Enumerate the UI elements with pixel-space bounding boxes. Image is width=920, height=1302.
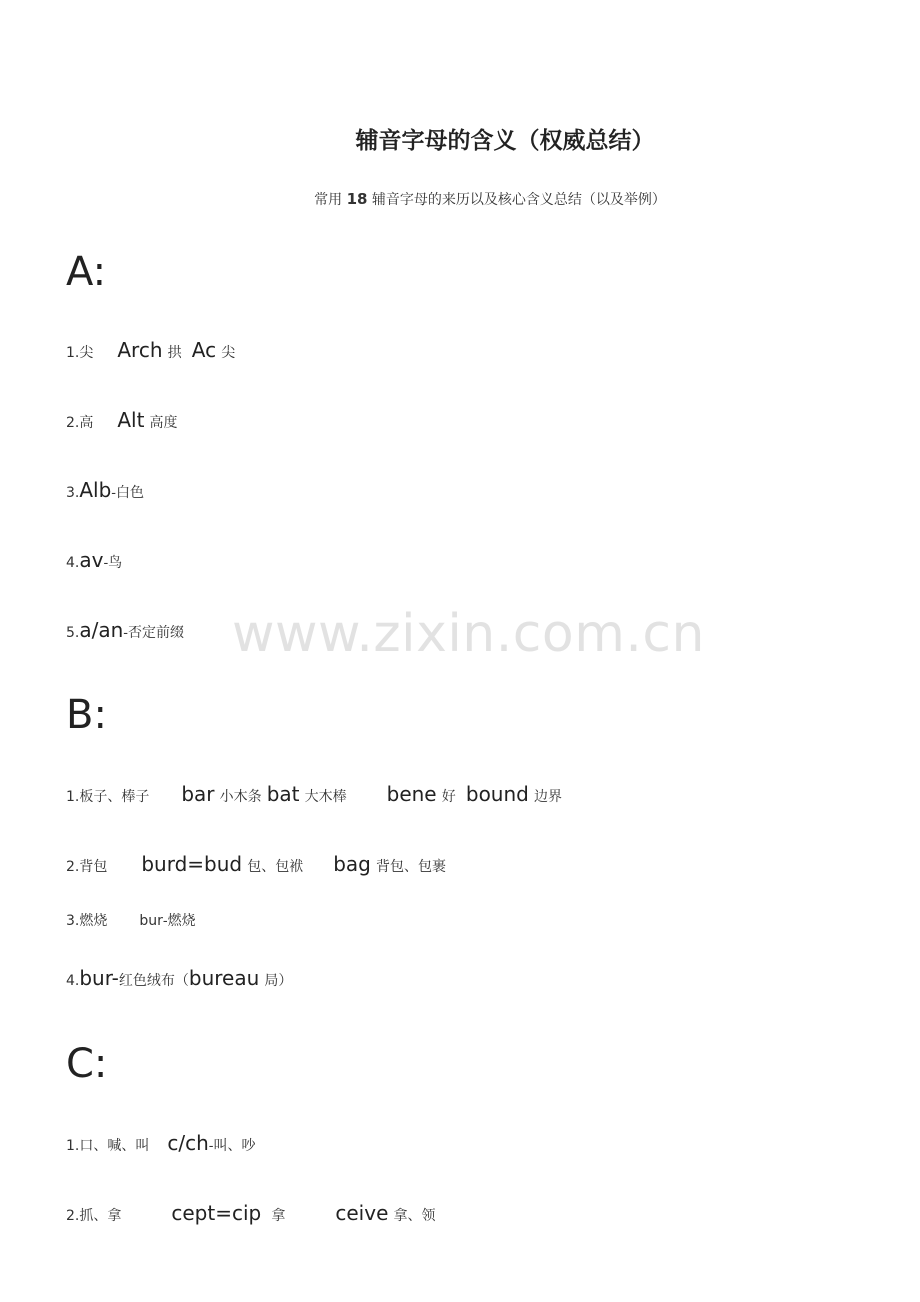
entry-word: bene [386, 782, 437, 806]
entry-word: bur- [79, 966, 119, 990]
entry-word-meaning: -燃烧 [162, 913, 196, 929]
entry-word: burd=bud [141, 852, 243, 876]
entry-number: 2. [66, 415, 80, 431]
entry-number: 1. [66, 789, 80, 805]
entry-c-1 [66, 1133, 256, 1153]
entry-a-3 [66, 480, 144, 500]
entry-meaning: 高 [79, 415, 94, 431]
entry-word: av [79, 548, 104, 572]
entry-b-4 [66, 968, 292, 988]
entry-c-2 [66, 1203, 435, 1223]
entry-word-meaning: -否定前缀 [123, 625, 185, 641]
entry-a-4 [66, 550, 122, 570]
entry-number: 4. [66, 555, 80, 571]
entry-word: c/ch [167, 1131, 209, 1155]
entry-word-meaning: 包、包袱 [247, 859, 304, 875]
entry-word-meaning: 背包、包裹 [375, 859, 446, 875]
section-heading-a: A: [66, 249, 107, 295]
entry-word: ceive [335, 1201, 389, 1225]
entry-word-meaning: 拿 [271, 1208, 286, 1224]
document-subtitle [0, 189, 920, 209]
document-title: 辅音字母的含义（权威总结） [355, 127, 655, 154]
entry-number: 3. [66, 485, 80, 501]
entry-word: bound [465, 782, 529, 806]
entry-word: bag [333, 852, 371, 876]
entry-word: a/an [79, 618, 124, 642]
subtitle-post: 辅音字母的来历以及核心含义总结（以及举例） [371, 192, 666, 208]
entry-word-meaning: -白色 [111, 485, 145, 501]
entry-a-5 [66, 620, 184, 640]
entry-meaning: 背包 [79, 859, 108, 875]
entry-word: bar [181, 782, 215, 806]
entry-b-3 [66, 912, 196, 928]
entry-word: bur [139, 913, 163, 929]
entry-meaning: 口、喊、叫 [79, 1138, 150, 1154]
subtitle-pre: 常用 [314, 192, 343, 208]
entry-word-meaning: 拱 [167, 345, 182, 361]
entry-word-meaning: 小木条 [219, 789, 262, 805]
entry-word-meaning: 高度 [149, 415, 178, 431]
entry-word: Alt [117, 408, 145, 432]
section-heading-b: B: [66, 692, 107, 738]
entry-meaning: 板子、棒子 [79, 789, 150, 805]
entry-number: 2. [66, 1208, 80, 1224]
entry-word-meaning: 边界 [533, 789, 562, 805]
entry-word-meaning: -鸟 [103, 555, 123, 571]
section-heading-c: C: [66, 1041, 108, 1087]
entry-word-meaning: 尖 [221, 345, 236, 361]
entry-meaning: 抓、拿 [79, 1208, 122, 1224]
entry-number: 5. [66, 625, 80, 641]
entry-word: bureau [188, 966, 260, 990]
entry-word: Ac [191, 338, 217, 362]
entry-word: Alb [79, 478, 112, 502]
entry-word-meaning: 拿、领 [393, 1208, 436, 1224]
entry-a-1 [66, 340, 235, 360]
entry-word: cept=cip [171, 1201, 262, 1225]
entry-word-meaning: 好 [441, 789, 456, 805]
entry-meaning: 燃烧 [79, 913, 108, 929]
entry-word-meaning: -叫、吵 [208, 1138, 256, 1154]
entry-word-meaning: 大木棒 [304, 789, 347, 805]
entry-meaning: 尖 [79, 345, 94, 361]
entry-number: 2. [66, 859, 80, 875]
entry-a-2 [66, 410, 178, 430]
entry-b-2 [66, 854, 446, 874]
entry-number: 3. [66, 913, 80, 929]
subtitle-number: 18 [346, 190, 368, 208]
entry-word-meaning: 红色绒布（ [118, 973, 189, 989]
entry-number: 1. [66, 1138, 80, 1154]
entry-word: bat [266, 782, 300, 806]
entry-number: 1. [66, 345, 80, 361]
watermark: www.zixin.com.cn [232, 604, 705, 664]
entry-word-meaning: 局） [264, 973, 293, 989]
entry-b-1 [66, 784, 562, 804]
entry-number: 4. [66, 973, 80, 989]
entry-word: Arch [117, 338, 163, 362]
